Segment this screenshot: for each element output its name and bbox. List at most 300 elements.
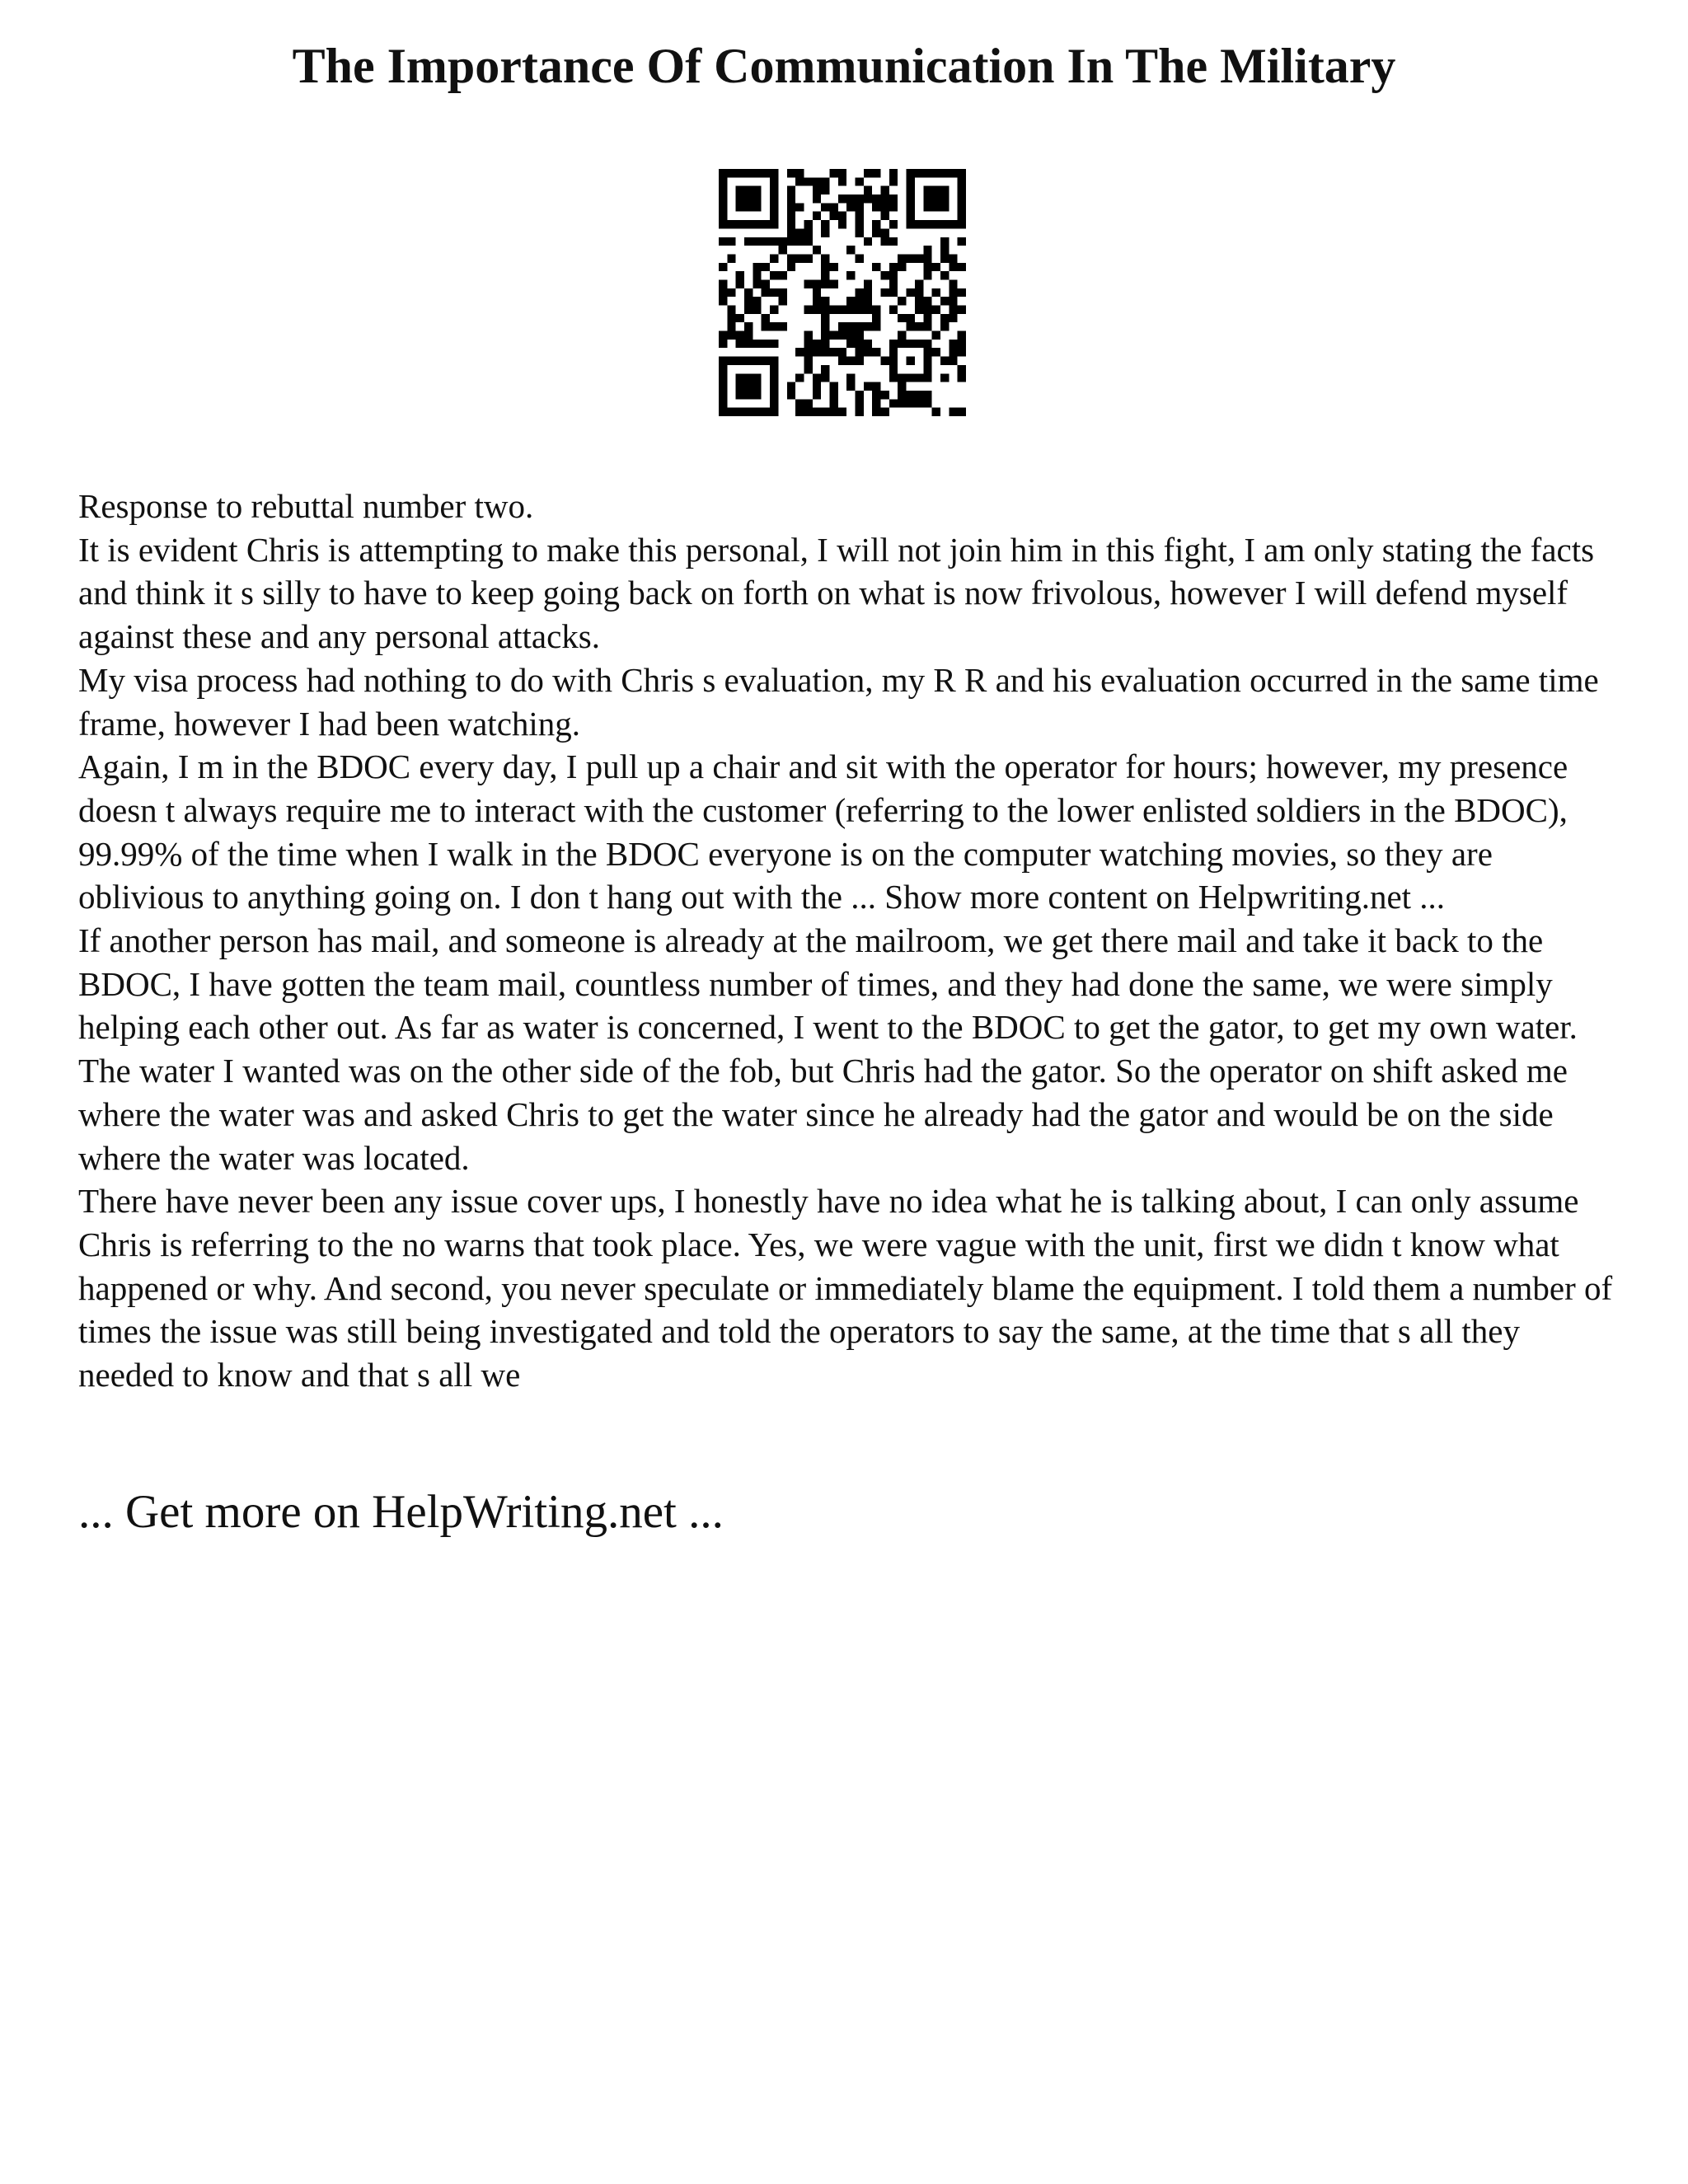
qr-module — [856, 220, 864, 228]
qr-module — [787, 169, 795, 177]
qr-module — [821, 348, 829, 356]
qr-module — [821, 408, 829, 416]
qr-module — [821, 271, 829, 279]
qr-module — [889, 220, 898, 228]
paragraph: Response to rebuttal number two. — [78, 487, 534, 525]
qr-module — [958, 263, 966, 271]
paragraph: It is evident Chris is attempting to make this personal, I will not join him in this fight, I am only stating the facts and think it s silly to have to keep going back on forth on what is now frivolous, however I will defend myself against these and any personal attacks. — [78, 530, 1595, 656]
qr-module — [856, 194, 864, 203]
qr-module — [881, 408, 889, 416]
qr-module — [949, 279, 957, 288]
qr-module — [881, 391, 889, 399]
qr-module — [856, 331, 864, 340]
qr-module — [804, 408, 812, 416]
qr-module — [940, 297, 949, 305]
qr-module — [719, 237, 727, 246]
qr-module — [821, 186, 829, 194]
qr-module — [949, 357, 957, 365]
qr-module — [813, 391, 821, 399]
qr-module — [795, 169, 804, 177]
qr-module — [787, 391, 795, 399]
qr-module — [846, 373, 855, 382]
qr-module — [787, 220, 795, 228]
qr-module — [915, 254, 923, 262]
qr-module — [958, 408, 966, 416]
qr-module — [958, 237, 966, 246]
qr-module — [736, 331, 744, 340]
qr-module — [864, 279, 872, 288]
qr-module — [804, 220, 812, 228]
qr-module — [949, 348, 957, 356]
qr-module — [881, 288, 889, 297]
qr-module — [864, 348, 872, 356]
qr-module — [829, 399, 837, 407]
qr-module — [846, 340, 855, 348]
paragraph: There have never been any issue cover ups, I honestly have no idea what he is talking about, I can only assume Chris is referring to the no warns that took place. Yes, we were vague with the unit, first we didn t know what happened or why. And second, you never speculate or immediately blame the equipment. I told them a number of times the issue was still being investigated and told the operators to say the same, at the time that s all they needed to know and that s all we — [78, 1182, 1613, 1394]
qr-module — [829, 408, 837, 416]
qr-module — [795, 228, 804, 237]
qr-module — [889, 306, 898, 314]
qr-module — [787, 237, 795, 246]
qr-module — [958, 306, 966, 314]
qr-module — [813, 186, 821, 194]
qr-module — [940, 237, 949, 246]
qr-module — [829, 391, 837, 399]
qr-module — [753, 306, 761, 314]
qr-module — [932, 288, 940, 297]
qr-module — [787, 263, 795, 271]
qr-module — [804, 254, 812, 262]
qr-module — [838, 322, 846, 330]
qr-module — [889, 194, 898, 203]
qr-module — [958, 348, 966, 356]
qr-module — [744, 340, 753, 348]
qr-module — [872, 220, 880, 228]
qr-module — [770, 322, 778, 330]
qr-module — [846, 331, 855, 340]
qr-module — [881, 203, 889, 211]
qr-module — [753, 237, 761, 246]
paragraph: Again, I m in the BDOC every day, I pull up a chair and sit with the operator for hours; however, my presence doesn t always require me to interact with the customer (referring to the lower enlisted soldiers in the BDOC), 99.99% of the time when I walk in the BDOC everyone is on the computer watching movies, so they are oblivious to anything going on. I don t hang out with the ... Show more content on Helpwriting.net ... — [78, 748, 1568, 916]
qr-module — [940, 254, 949, 262]
qr-module — [915, 297, 923, 305]
qr-module — [898, 399, 906, 407]
qr-module — [856, 177, 864, 185]
qr-module — [915, 391, 923, 399]
qr-module — [829, 382, 837, 391]
qr-module — [932, 408, 940, 416]
qr-module — [727, 288, 735, 297]
qr-module — [872, 306, 880, 314]
qr-module — [795, 408, 804, 416]
qr-module — [813, 288, 821, 297]
qr-module — [932, 263, 940, 271]
qr-module — [872, 194, 880, 203]
qr-module — [838, 177, 846, 185]
qr-module — [778, 288, 786, 297]
qr-module — [778, 322, 786, 330]
qr-module — [795, 399, 804, 407]
qr-module — [821, 220, 829, 228]
qr-module — [787, 186, 795, 194]
qr-module — [940, 357, 949, 365]
qr-module — [804, 365, 812, 373]
qr-module — [719, 331, 727, 340]
qr-module — [787, 254, 795, 262]
qr-module — [864, 382, 872, 391]
qr-module — [829, 203, 837, 211]
qr-module — [821, 331, 829, 340]
qr-module — [898, 382, 906, 391]
qr-module — [958, 288, 966, 297]
qr-module — [762, 263, 770, 271]
qr-module — [889, 177, 898, 185]
qr-module — [915, 279, 923, 288]
qr-module — [881, 237, 889, 246]
qr-module — [795, 348, 804, 356]
qr-module — [727, 254, 735, 262]
qr-module — [838, 220, 846, 228]
qr-module — [821, 228, 829, 237]
qr-module — [762, 288, 770, 297]
qr-module — [864, 306, 872, 314]
qr-module — [813, 246, 821, 254]
qr-module — [770, 306, 778, 314]
qr-module — [846, 306, 855, 314]
qr-module — [872, 382, 880, 391]
qr-module — [889, 288, 898, 297]
qr-module — [881, 186, 889, 194]
qr-module — [736, 340, 744, 348]
qr-module — [889, 271, 898, 279]
qr-module — [923, 314, 931, 322]
qr-module — [856, 408, 864, 416]
qr-module — [846, 194, 855, 203]
qr-module — [898, 297, 906, 305]
qr-module — [736, 279, 744, 288]
qr-module — [804, 228, 812, 237]
qr-module — [736, 271, 744, 279]
paragraph: My visa process had nothing to do with Chris s evaluation, my R R and his evaluation occurred in the same time frame, however I had been watching. — [78, 660, 1599, 743]
qr-module — [856, 254, 864, 262]
qr-module — [864, 186, 872, 194]
qr-module — [838, 212, 846, 220]
qr-module — [838, 194, 846, 203]
qr-module — [898, 263, 906, 271]
qr-module — [795, 254, 804, 262]
qr-module — [872, 203, 880, 211]
qr-module — [753, 279, 761, 288]
qr-module — [907, 399, 915, 407]
qr-module — [898, 254, 906, 262]
qr-module — [804, 279, 812, 288]
get-more-link[interactable]: ... Get more on HelpWriting.net ... — [78, 1486, 724, 1538]
qr-module — [958, 340, 966, 348]
qr-module — [744, 306, 753, 314]
qr-module — [932, 306, 940, 314]
qr-module — [907, 254, 915, 262]
qr-module — [829, 279, 837, 288]
qr-module — [856, 228, 864, 237]
qr-module — [770, 254, 778, 262]
qr-module — [898, 331, 906, 340]
qr-module — [864, 237, 872, 246]
qr-module — [915, 322, 923, 330]
qr-module — [821, 314, 829, 322]
qr-module — [881, 194, 889, 203]
qr-module — [813, 279, 821, 288]
qr-module — [821, 254, 829, 262]
qr-module — [923, 399, 931, 407]
qr-module — [821, 177, 829, 185]
qr-module — [829, 348, 837, 356]
qr-module — [821, 279, 829, 288]
qr-module — [856, 322, 864, 330]
qr-module — [795, 203, 804, 211]
qr-module — [813, 373, 821, 382]
qr-module — [813, 340, 821, 348]
qr-module — [762, 279, 770, 288]
qr-module — [804, 237, 812, 246]
qr-module — [753, 271, 761, 279]
qr-module — [821, 297, 829, 305]
qr-module — [846, 357, 855, 365]
qr-module — [958, 331, 966, 340]
qr-module — [949, 314, 957, 322]
qr-module — [778, 271, 786, 279]
qr-module — [932, 348, 940, 356]
qr-module — [881, 212, 889, 220]
qr-module — [923, 322, 931, 330]
qr-module — [804, 331, 812, 340]
qr-module — [753, 340, 761, 348]
qr-module — [907, 322, 915, 330]
qr-module — [778, 246, 786, 254]
qr-module — [804, 357, 812, 365]
qr-module — [949, 288, 957, 297]
qr-module — [719, 297, 727, 305]
qr-module — [829, 306, 837, 314]
qr-module — [762, 340, 770, 348]
qr-module — [770, 271, 778, 279]
qr-module — [864, 169, 872, 177]
qr-module — [804, 340, 812, 348]
qr-module — [872, 314, 880, 322]
qr-module — [915, 306, 923, 314]
qr-module — [736, 314, 744, 322]
qr-module — [846, 382, 855, 391]
qr-module — [770, 340, 778, 348]
qr-module — [813, 348, 821, 356]
qr-module — [907, 314, 915, 322]
qr-module — [770, 237, 778, 246]
qr-module — [787, 203, 795, 211]
qr-module — [838, 331, 846, 340]
qr-module — [923, 297, 931, 305]
qr-module — [744, 297, 753, 305]
qr-module — [744, 288, 753, 297]
qr-module — [856, 203, 864, 211]
qr-module — [898, 391, 906, 399]
qr-module — [813, 194, 821, 203]
qr-module — [889, 237, 898, 246]
qr-module — [813, 382, 821, 391]
qr-module — [872, 348, 880, 356]
qr-module — [949, 340, 957, 348]
qr-module — [923, 391, 931, 399]
qr-module — [804, 348, 812, 356]
document-body — [78, 485, 1620, 1397]
qr-module — [864, 322, 872, 330]
qr-module — [932, 331, 940, 340]
qr-module — [940, 373, 949, 382]
qr-module — [958, 373, 966, 382]
qr-module — [813, 408, 821, 416]
qr-module — [846, 322, 855, 330]
qr-module — [795, 237, 804, 246]
qr-module — [762, 322, 770, 330]
qr-module — [856, 399, 864, 407]
qr-module — [838, 357, 846, 365]
qr-module — [856, 212, 864, 220]
qr-module — [829, 331, 837, 340]
qr-module — [762, 237, 770, 246]
qr-module — [864, 340, 872, 348]
qr-module — [872, 322, 880, 330]
qr-module — [940, 322, 949, 330]
qr-module — [778, 297, 786, 305]
qr-module — [881, 228, 889, 237]
qr-module — [898, 314, 906, 322]
qr-module — [778, 237, 786, 246]
qr-module — [949, 408, 957, 416]
qr-module — [744, 331, 753, 340]
qr-module — [856, 340, 864, 348]
qr-module — [829, 169, 837, 177]
qr-module — [958, 365, 966, 373]
qr-module — [949, 263, 957, 271]
qr-module — [821, 340, 829, 348]
qr-module — [744, 322, 753, 330]
qr-module — [940, 246, 949, 254]
qr-module — [889, 263, 898, 271]
qr-module — [864, 194, 872, 203]
qr-module — [872, 399, 880, 407]
qr-module — [719, 340, 727, 348]
qr-module — [813, 212, 821, 220]
qr-module — [821, 322, 829, 330]
qr-module — [829, 212, 837, 220]
qr-module — [856, 348, 864, 356]
qr-module — [872, 391, 880, 399]
qr-module — [846, 203, 855, 211]
qr-module — [889, 169, 898, 177]
qr-module — [846, 246, 855, 254]
qr-module — [753, 263, 761, 271]
qr-module — [813, 297, 821, 305]
qr-module — [872, 408, 880, 416]
qr-module — [744, 237, 753, 246]
qr-module — [727, 331, 735, 340]
qr-module — [923, 306, 931, 314]
qr-module — [795, 373, 804, 382]
qr-module — [949, 297, 957, 305]
qr-module — [881, 271, 889, 279]
qr-module — [881, 357, 889, 365]
qr-module — [829, 263, 837, 271]
qr-module — [856, 306, 864, 314]
qr-module — [787, 228, 795, 237]
qr-module — [821, 203, 829, 211]
qr-code-icon — [719, 169, 966, 416]
qr-module — [949, 306, 957, 314]
qr-module — [856, 288, 864, 297]
qr-code-graphic — [719, 169, 966, 416]
qr-module — [889, 279, 898, 288]
qr-module — [940, 271, 949, 279]
qr-module — [719, 263, 727, 271]
qr-module — [838, 169, 846, 177]
qr-module — [872, 169, 880, 177]
qr-module — [856, 297, 864, 305]
qr-module — [846, 271, 855, 279]
qr-module — [856, 357, 864, 365]
qr-module — [787, 194, 795, 203]
qr-module — [821, 373, 829, 382]
qr-module — [821, 365, 829, 373]
qr-module — [838, 306, 846, 314]
qr-module — [864, 297, 872, 305]
qr-module — [821, 306, 829, 314]
qr-module — [727, 314, 735, 322]
qr-module — [915, 288, 923, 297]
qr-module — [787, 382, 795, 391]
qr-module — [923, 271, 931, 279]
qr-module — [753, 297, 761, 305]
qr-module — [813, 306, 821, 314]
qr-module — [915, 399, 923, 407]
qr-module — [846, 297, 855, 305]
qr-module — [923, 263, 931, 271]
qr-module — [727, 322, 735, 330]
qr-module — [727, 306, 735, 314]
qr-module — [762, 314, 770, 322]
document-title: The Importance Of Communication In The Military — [292, 39, 1396, 93]
qr-module — [889, 399, 898, 407]
qr-module — [838, 348, 846, 356]
qr-module — [949, 254, 957, 262]
qr-module — [770, 288, 778, 297]
qr-module — [821, 263, 829, 271]
qr-module — [940, 314, 949, 322]
qr-module — [856, 391, 864, 399]
paragraph: If another person has mail, and someone is already at the mailroom, we get there mail and take it back to the BDOC, I have gotten the team mail, countless number of times, and they had done the same, we were simply helping each other out. As far as water is concerned, I went to the BDOC to get the gator, to get my own water. The water I wanted was on the other side of the fob, but Chris had the gator. So the operator on shift asked me where the water was and asked Chris to get the water since he already had the gator and would be on the side where the water was located. — [78, 921, 1578, 1177]
qr-module — [804, 306, 812, 314]
qr-module — [923, 254, 931, 262]
qr-module — [907, 288, 915, 297]
qr-module — [719, 288, 727, 297]
qr-module — [719, 279, 727, 288]
qr-module — [787, 212, 795, 220]
qr-module — [907, 391, 915, 399]
qr-module — [795, 177, 804, 185]
qr-module — [872, 228, 880, 237]
qr-module — [804, 177, 812, 185]
qr-alignment-center — [907, 357, 915, 365]
qr-module — [813, 177, 821, 185]
qr-module — [804, 399, 812, 407]
qr-module — [889, 203, 898, 211]
